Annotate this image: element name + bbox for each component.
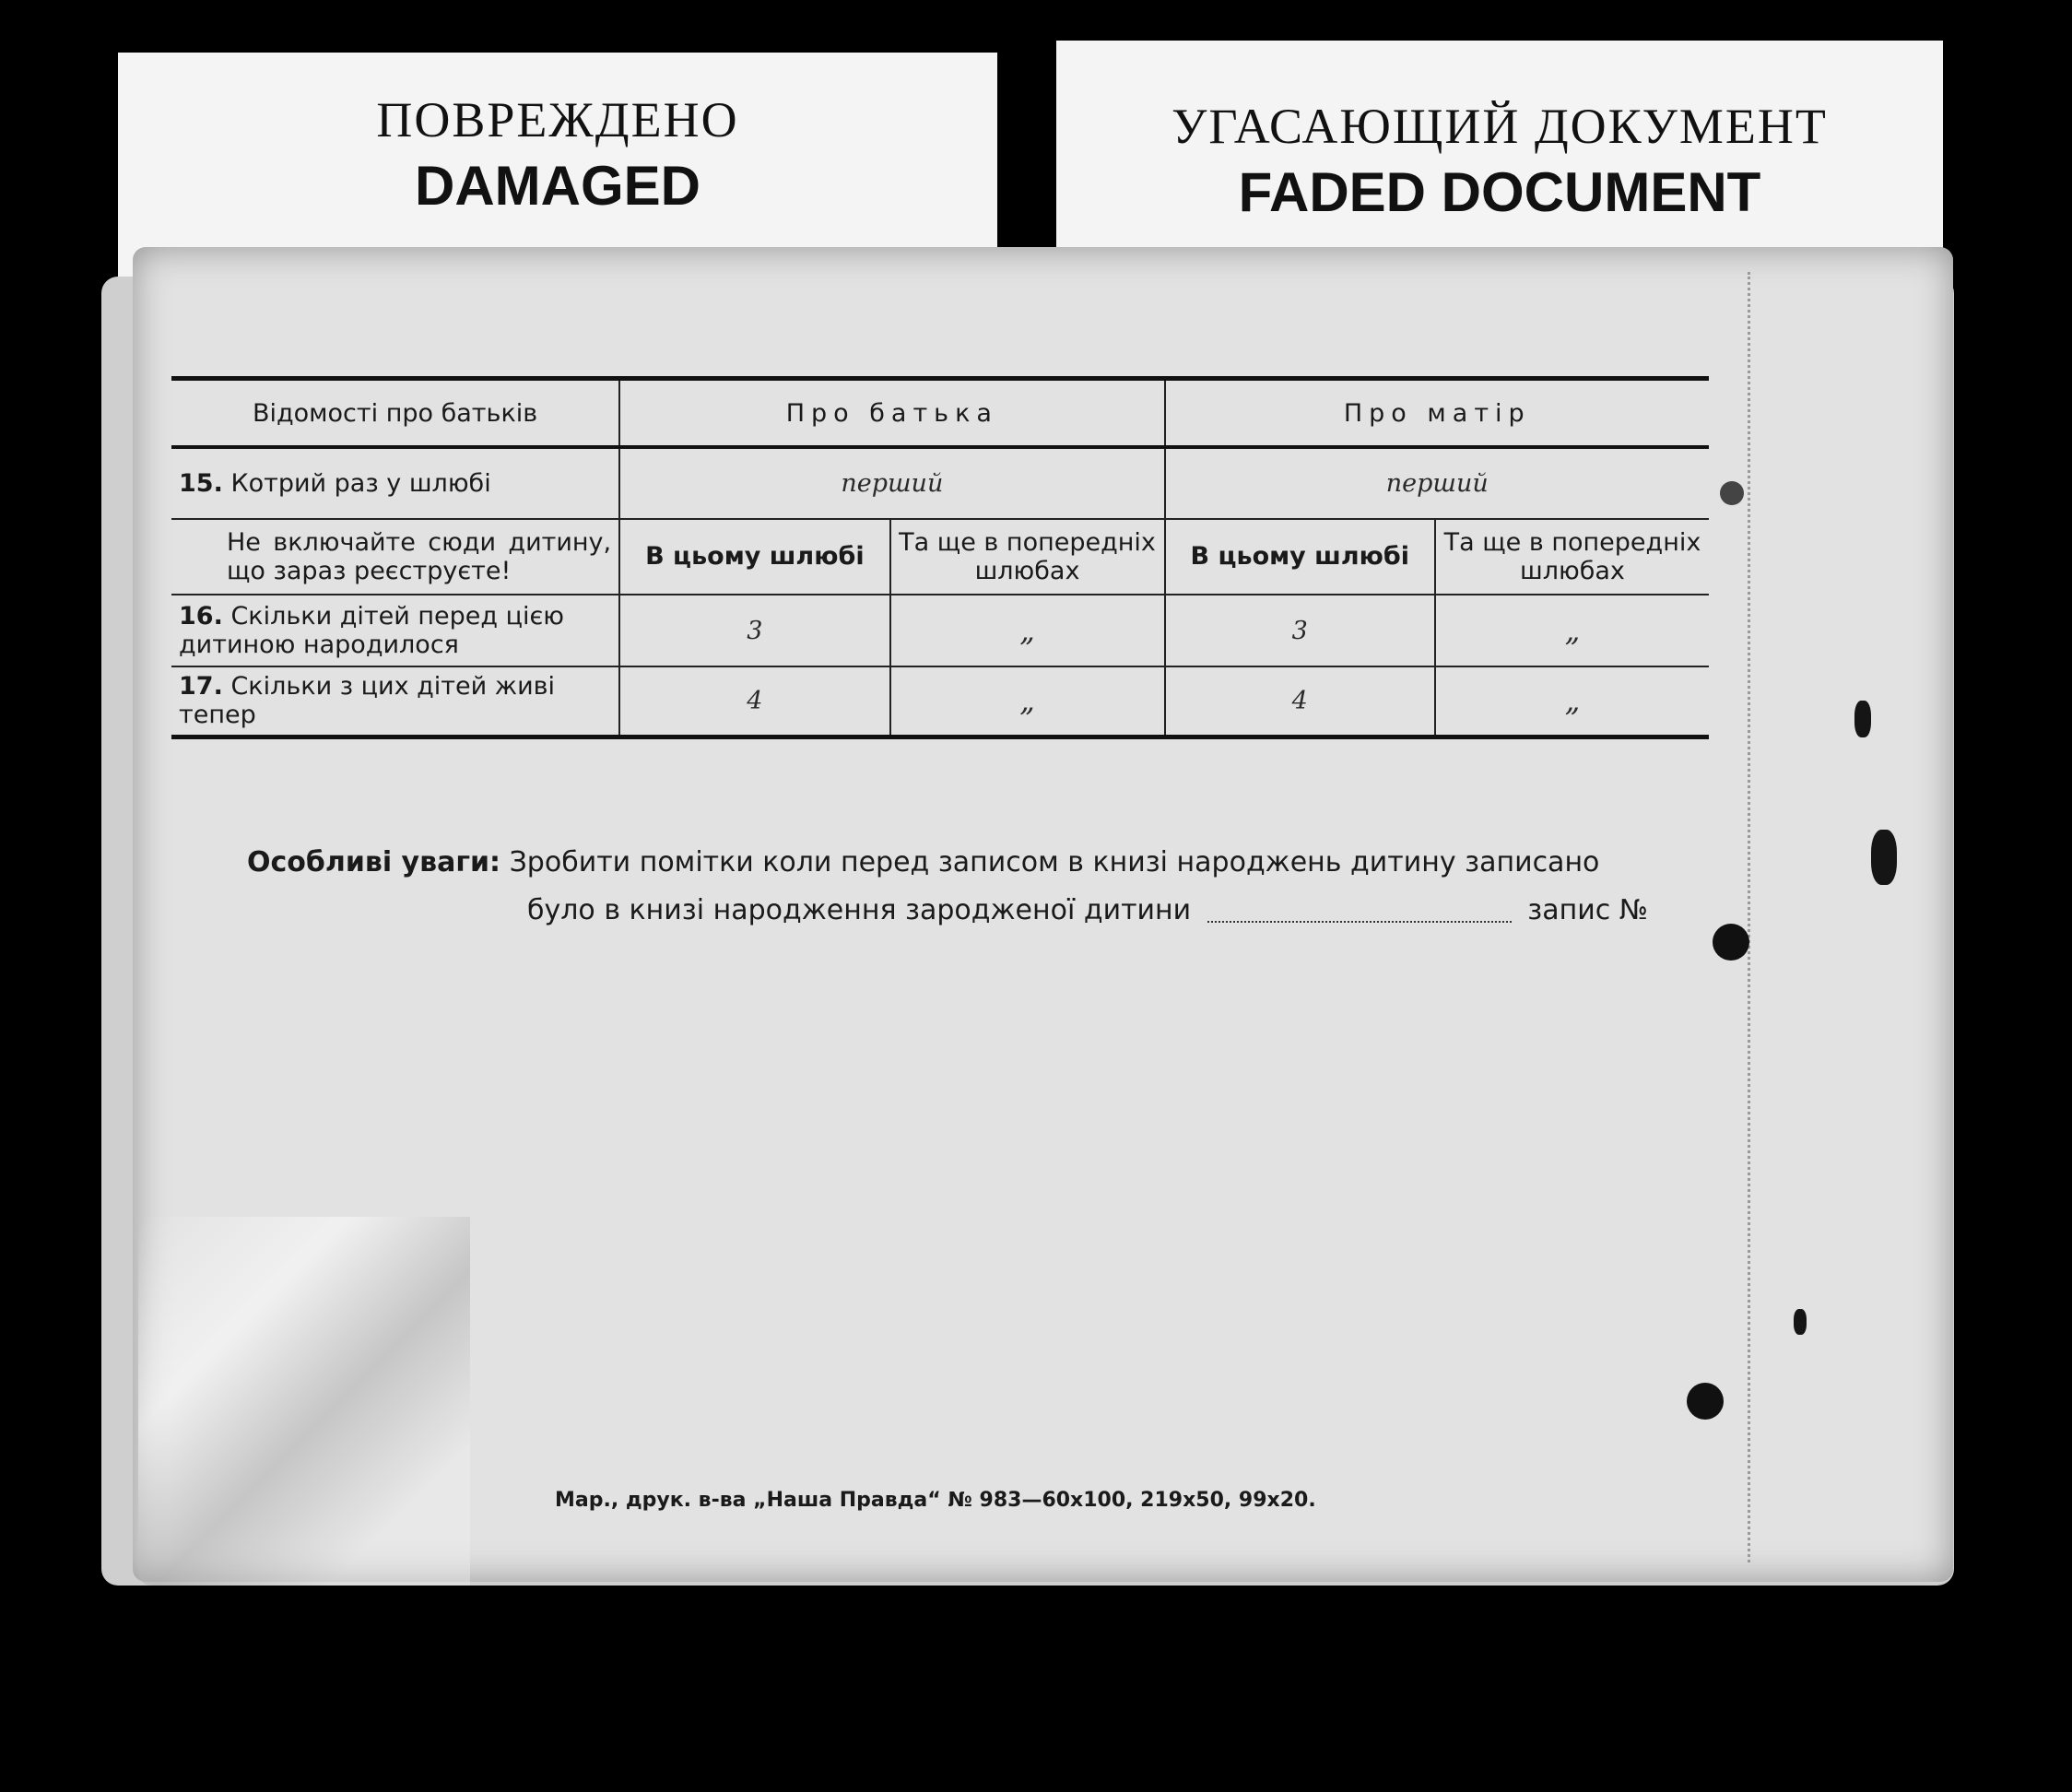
damaged-label-ru: ПОВРЕЖДЕНО — [376, 92, 739, 147]
row-16-father-this: 3 — [619, 595, 889, 666]
sub-father-this-marriage: В цьому шлюбі — [619, 519, 889, 595]
row-16-number: 16. — [179, 601, 223, 631]
tear-mark — [1871, 830, 1897, 885]
sub-mother-previous-marriages: Та ще в попередніх шлюбах — [1435, 519, 1709, 595]
table-header-row — [171, 379, 1709, 448]
table-row-15 — [171, 447, 1709, 519]
punch-hole — [1713, 924, 1749, 961]
header-about-mother: Про матір — [1165, 379, 1709, 448]
row-15-text: Котрий раз у шлюбі — [230, 468, 491, 498]
row-17-mother-this: 4 — [1165, 666, 1435, 737]
perforation-line — [1748, 272, 1754, 1562]
row-17-mother-prev: „ — [1435, 666, 1709, 737]
punch-hole — [1687, 1383, 1724, 1420]
tear-mark — [1794, 1309, 1807, 1335]
notes-line-1: Особливі уваги: Зробити помітки коли перед записом в книзі народжень дитину записано — [247, 846, 1600, 878]
row-16-label — [171, 595, 619, 666]
row-16-father-prev: „ — [890, 595, 1165, 666]
faded-label-ru: УГАСАЮЩИЙ ДОКУМЕНТ — [1171, 99, 1828, 154]
sub-mother-this-marriage: В цьому шлюбі — [1165, 519, 1435, 595]
row-17-label — [171, 666, 619, 737]
notes-line-2 — [247, 887, 1666, 935]
header-about-father: Про батька — [619, 379, 1164, 448]
row-16-text: Скільки дітей перед цією дитиною народилося — [179, 601, 565, 659]
parents-info-table — [171, 376, 1709, 739]
notes-line-2-end: запис № — [1527, 894, 1648, 926]
sub-father-previous-marriages: Та ще в попередніх шлюбах — [890, 519, 1165, 595]
punch-hole — [1720, 481, 1744, 505]
printer-imprint: Мар., друк. в-ва „Наша Правда“ № 983—60x100, 219x50, 99x20. — [555, 1489, 1316, 1512]
row-17-father-prev: „ — [890, 666, 1165, 737]
table-subheader-row — [171, 519, 1709, 595]
notes-line-2-start: було в книзі народження зародженої дитини — [527, 894, 1192, 926]
notes-title: Особливі уваги — [247, 846, 490, 878]
table-row-16 — [171, 595, 1709, 666]
exclude-child-note: Не включайте сюди дитину, що зараз реєструєте! — [171, 519, 619, 595]
tear-mark — [1854, 701, 1871, 737]
table-row-17 — [171, 666, 1709, 737]
row-15-mother-value: перший — [1165, 447, 1709, 519]
row-15-number: 15. — [179, 468, 223, 498]
row-17-number: 17. — [179, 672, 223, 701]
notes-line-1-text: Зробити помітки коли перед записом в книзі народжень дитину записано — [509, 846, 1600, 878]
row-15-father-value: перший — [619, 447, 1164, 519]
row-17-text: Скільки з цих дітей живі тепер — [179, 672, 556, 730]
row-16-mother-this: 3 — [1165, 595, 1435, 666]
faded-label-en: FADED DOCUMENT — [1238, 161, 1761, 223]
row-16-mother-prev: „ — [1435, 595, 1709, 666]
header-parents-info: Відомості про батьків — [171, 379, 619, 448]
paper-fold-crease — [138, 1217, 470, 1586]
damaged-label-en: DAMAGED — [415, 155, 700, 217]
row-17-father-this: 4 — [619, 666, 889, 737]
notes-dotted-field — [1207, 921, 1512, 923]
special-notes-section — [247, 839, 1666, 935]
row-15-label — [171, 447, 619, 519]
